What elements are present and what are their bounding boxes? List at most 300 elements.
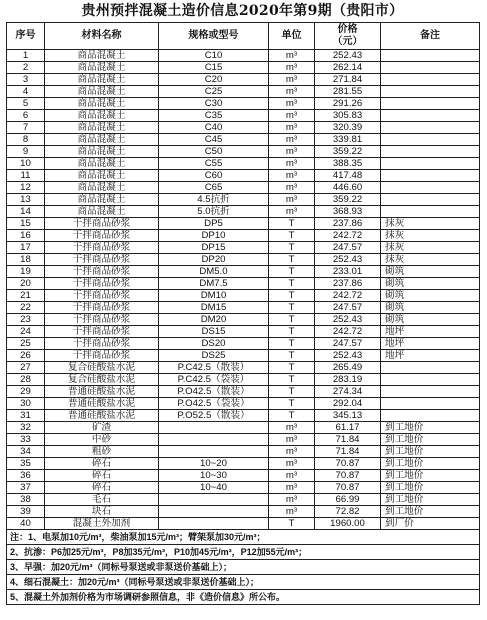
- table-row: [7, 470, 480, 482]
- cell-price: 368.93: [315, 206, 381, 218]
- header-spec: 规格或型号: [159, 23, 269, 50]
- cell-spec: DS15: [159, 326, 269, 338]
- table-row: [7, 254, 480, 266]
- cell-material-name: 干拌商品砂浆: [45, 230, 159, 242]
- cell-spec: C65: [159, 182, 269, 194]
- header-unit: 单位: [269, 23, 315, 50]
- cell-material-name: 碎石: [45, 458, 159, 470]
- cell-price: 61.17: [315, 422, 381, 434]
- cell-unit: m³: [269, 158, 315, 170]
- cell-spec: DM7.5: [159, 278, 269, 290]
- cell-price: 70.87: [315, 482, 381, 494]
- cell-material-name: 干拌商品砂浆: [45, 266, 159, 278]
- cell-material-name: 干拌商品砂浆: [45, 314, 159, 326]
- cell-material-name: 商品混凝土: [45, 194, 159, 206]
- cell-unit: T: [269, 362, 315, 374]
- cell-price: 237.86: [315, 218, 381, 230]
- cell-price: 345.13: [315, 410, 381, 422]
- cell-unit: m³: [269, 482, 315, 494]
- table-row: [7, 62, 480, 74]
- cell-spec: C15: [159, 62, 269, 74]
- cell-no: 25: [7, 338, 45, 350]
- cell-no: 4: [7, 86, 45, 98]
- cell-no: 10: [7, 158, 45, 170]
- cell-unit: T: [269, 218, 315, 230]
- cell-unit: T: [269, 266, 315, 278]
- table-row: [7, 98, 480, 110]
- cell-no: 11: [7, 170, 45, 182]
- cell-no: 31: [7, 410, 45, 422]
- cell-price: 252.43: [315, 314, 381, 326]
- cell-material-name: 干拌商品砂浆: [45, 242, 159, 254]
- cell-material-name: 商品混凝土: [45, 98, 159, 110]
- cell-note: 砌筑: [381, 302, 480, 314]
- cell-note: 抹灰: [381, 218, 480, 230]
- cell-note: 到工地价: [381, 434, 480, 446]
- cell-note: [381, 194, 480, 206]
- cell-material-name: 商品混凝土: [45, 122, 159, 134]
- cell-note: [381, 398, 480, 410]
- cell-no: 18: [7, 254, 45, 266]
- cell-unit: T: [269, 314, 315, 326]
- cell-material-name: 碎石: [45, 470, 159, 482]
- cell-note: [381, 374, 480, 386]
- table-row: [7, 482, 480, 494]
- table-row: [7, 350, 480, 362]
- cell-note: 到工地价: [381, 506, 480, 518]
- cell-note: 地坪: [381, 350, 480, 362]
- cell-note: 到工地价: [381, 482, 480, 494]
- cell-price: 281.55: [315, 86, 381, 98]
- cell-material-name: 复合硅酸盐水泥: [45, 362, 159, 374]
- cell-no: 37: [7, 482, 45, 494]
- cell-no: 34: [7, 446, 45, 458]
- header-price-line1: 价格: [337, 24, 358, 35]
- cell-no: 12: [7, 182, 45, 194]
- cell-material-name: 中砂: [45, 434, 159, 446]
- note-row: [7, 590, 480, 605]
- cell-unit: m³: [269, 50, 315, 62]
- cell-unit: T: [269, 230, 315, 242]
- cell-price: 252.43: [315, 254, 381, 266]
- cell-price: 305.83: [315, 110, 381, 122]
- cell-note: [381, 50, 480, 62]
- cell-note: 到工地价: [381, 458, 480, 470]
- cell-no: 7: [7, 122, 45, 134]
- cell-spec: C40: [159, 122, 269, 134]
- cell-no: 36: [7, 470, 45, 482]
- cell-spec: 5.0抗折: [159, 206, 269, 218]
- cell-price: 320.39: [315, 122, 381, 134]
- header-price-line2: （元）: [332, 36, 363, 47]
- cell-no: 38: [7, 494, 45, 506]
- cell-spec: DM20: [159, 314, 269, 326]
- table-row: [7, 206, 480, 218]
- cell-material-name: 干拌商品砂浆: [45, 302, 159, 314]
- cell-spec: C55: [159, 158, 269, 170]
- cell-spec: [159, 506, 269, 518]
- cell-spec: P.O52.5（散装）: [159, 410, 269, 422]
- cell-price: 359.22: [315, 146, 381, 158]
- cell-spec: 10~40: [159, 482, 269, 494]
- cell-unit: T: [269, 350, 315, 362]
- cell-unit: m³: [269, 182, 315, 194]
- cell-price: 271.84: [315, 74, 381, 86]
- table-row: [7, 218, 480, 230]
- cell-spec: 10~30: [159, 470, 269, 482]
- cell-price: 417.48: [315, 170, 381, 182]
- cell-material-name: 商品混凝土: [45, 158, 159, 170]
- cell-no: 24: [7, 326, 45, 338]
- cell-note: 到厂价: [381, 518, 480, 530]
- note-text: 2、抗渗：P6加25元/m³，P8加35元/m³，P10加45元/m³，P12加55元/m³；: [7, 545, 480, 560]
- table-row: [7, 422, 480, 434]
- cell-note: [381, 182, 480, 194]
- cell-spec: [159, 446, 269, 458]
- cell-material-name: 普通硅酸盐水泥: [45, 410, 159, 422]
- note-row: [7, 575, 480, 590]
- cell-material-name: 商品混凝土: [45, 62, 159, 74]
- cell-spec: DS25: [159, 350, 269, 362]
- note-row: [7, 545, 480, 560]
- cell-no: 21: [7, 290, 45, 302]
- cell-no: 35: [7, 458, 45, 470]
- cell-spec: DP5: [159, 218, 269, 230]
- cell-spec: DS20: [159, 338, 269, 350]
- table-row: [7, 446, 480, 458]
- table-row: [7, 74, 480, 86]
- cell-unit: T: [269, 338, 315, 350]
- cell-spec: [159, 518, 269, 530]
- cell-material-name: 矿渣: [45, 422, 159, 434]
- note-text: 5、混凝土外加剂价格为市场调研参照信息，非《造价信息》所公布。: [7, 590, 480, 605]
- cell-no: 8: [7, 134, 45, 146]
- cell-no: 39: [7, 506, 45, 518]
- cell-spec: DP10: [159, 230, 269, 242]
- cell-unit: m³: [269, 122, 315, 134]
- cell-note: 到工地价: [381, 470, 480, 482]
- cell-price: 72.82: [315, 506, 381, 518]
- table-row: [7, 434, 480, 446]
- cell-price: 252.43: [315, 350, 381, 362]
- cell-note: [381, 206, 480, 218]
- table-row: [7, 242, 480, 254]
- cell-material-name: 商品混凝土: [45, 86, 159, 98]
- page-title: 贵州预拌混凝土造价信息2020年第9期（贵阳市）: [81, 3, 404, 19]
- cell-note: [381, 86, 480, 98]
- cell-note: [381, 146, 480, 158]
- cell-note: 砌筑: [381, 314, 480, 326]
- cell-price: 242.72: [315, 326, 381, 338]
- cell-note: [381, 158, 480, 170]
- cell-material-name: 干拌商品砂浆: [45, 350, 159, 362]
- cell-no: 33: [7, 434, 45, 446]
- cell-price: 292.04: [315, 398, 381, 410]
- cell-material-name: 商品混凝土: [45, 110, 159, 122]
- cell-unit: T: [269, 290, 315, 302]
- cell-spec: 10~20: [159, 458, 269, 470]
- cell-no: 22: [7, 302, 45, 314]
- cell-no: 30: [7, 398, 45, 410]
- cell-note: 抹灰: [381, 230, 480, 242]
- price-sheet: [6, 0, 479, 605]
- table-row: [7, 278, 480, 290]
- table-row: [7, 230, 480, 242]
- cell-note: [381, 122, 480, 134]
- cell-price: 247.57: [315, 302, 381, 314]
- cell-spec: [159, 494, 269, 506]
- cell-unit: m³: [269, 146, 315, 158]
- cell-material-name: 商品混凝土: [45, 134, 159, 146]
- table-row: [7, 398, 480, 410]
- table-row: [7, 134, 480, 146]
- table-row: [7, 170, 480, 182]
- table-row: [7, 494, 480, 506]
- cell-spec: P.O42.5（散装）: [159, 386, 269, 398]
- cell-spec: C10: [159, 50, 269, 62]
- cell-note: [381, 110, 480, 122]
- cell-material-name: 干拌商品砂浆: [45, 278, 159, 290]
- table-row: [7, 410, 480, 422]
- cell-material-name: 干拌商品砂浆: [45, 218, 159, 230]
- table-row: [7, 362, 480, 374]
- cell-unit: m³: [269, 74, 315, 86]
- cell-no: 23: [7, 314, 45, 326]
- table-row: [7, 458, 480, 470]
- table-row: [7, 158, 480, 170]
- cell-unit: T: [269, 254, 315, 266]
- cell-unit: m³: [269, 170, 315, 182]
- cell-price: 446.60: [315, 182, 381, 194]
- table-row: [7, 182, 480, 194]
- cell-note: [381, 134, 480, 146]
- cell-unit: T: [269, 242, 315, 254]
- cell-unit: T: [269, 326, 315, 338]
- cell-spec: C25: [159, 86, 269, 98]
- cell-unit: m³: [269, 506, 315, 518]
- cell-price: 71.84: [315, 446, 381, 458]
- cell-material-name: 碎石: [45, 482, 159, 494]
- cell-unit: m³: [269, 62, 315, 74]
- cell-material-name: 粗砂: [45, 446, 159, 458]
- cell-spec: C45: [159, 134, 269, 146]
- cell-material-name: 干拌商品砂浆: [45, 326, 159, 338]
- note-text: 注：1、电泵加10元/m³，柴油泵加15元/m³；臂架泵加30元/m³；: [7, 530, 480, 545]
- cell-note: 抹灰: [381, 242, 480, 254]
- cell-unit: m³: [269, 98, 315, 110]
- cell-material-name: 干拌商品砂浆: [45, 338, 159, 350]
- cell-spec: DP15: [159, 242, 269, 254]
- cell-price: 359.22: [315, 194, 381, 206]
- cell-no: 1: [7, 50, 45, 62]
- cell-no: 32: [7, 422, 45, 434]
- cell-price: 233.01: [315, 266, 381, 278]
- cell-note: 到工地价: [381, 494, 480, 506]
- cell-spec: 4.5抗折: [159, 194, 269, 206]
- cell-price: 66.99: [315, 494, 381, 506]
- table-row: [7, 110, 480, 122]
- table-row: [7, 302, 480, 314]
- cell-unit: T: [269, 410, 315, 422]
- cell-unit: m³: [269, 194, 315, 206]
- cell-price: 70.87: [315, 470, 381, 482]
- cell-material-name: 干拌商品砂浆: [45, 254, 159, 266]
- cell-note: 到工地价: [381, 446, 480, 458]
- cell-material-name: 商品混凝土: [45, 50, 159, 62]
- cell-material-name: 普通硅酸盐水泥: [45, 386, 159, 398]
- header-no: 序号: [7, 23, 45, 50]
- cell-price: 247.57: [315, 338, 381, 350]
- note-text: 4、细石混凝土：加20元/m³（同标号泵送或非泵送价基础上）；: [7, 575, 480, 590]
- table-row: [7, 506, 480, 518]
- cell-note: 砌筑: [381, 290, 480, 302]
- note-text: 3、早强：加20元/m³（同标号泵送或非泵送价基础上）；: [7, 560, 480, 575]
- cell-price: 265.49: [315, 362, 381, 374]
- cell-note: 抹灰: [381, 254, 480, 266]
- cell-spec: C30: [159, 98, 269, 110]
- header-note: 备注: [381, 23, 480, 50]
- table-row: [7, 50, 480, 62]
- cell-spec: P.C42.5（散装）: [159, 362, 269, 374]
- cell-no: 2: [7, 62, 45, 74]
- cell-no: 20: [7, 278, 45, 290]
- cell-material-name: 普通硅酸盐水泥: [45, 398, 159, 410]
- cell-unit: T: [269, 518, 315, 530]
- table-row: [7, 338, 480, 350]
- cell-spec: C20: [159, 74, 269, 86]
- cell-material-name: 复合硅酸盐水泥: [45, 374, 159, 386]
- cell-unit: T: [269, 398, 315, 410]
- cell-price: 252.43: [315, 50, 381, 62]
- table-row: [7, 518, 480, 530]
- cell-price: 339.81: [315, 134, 381, 146]
- cell-note: 到工地价: [381, 422, 480, 434]
- cell-unit: T: [269, 278, 315, 290]
- cell-note: [381, 170, 480, 182]
- cell-note: [381, 410, 480, 422]
- cell-note: [381, 74, 480, 86]
- header-name: 材料名称: [45, 23, 159, 50]
- cell-spec: C60: [159, 170, 269, 182]
- cell-price: 242.72: [315, 230, 381, 242]
- cell-spec: [159, 422, 269, 434]
- cell-spec: P.O42.5（袋装）: [159, 398, 269, 410]
- cell-note: [381, 362, 480, 374]
- cell-note: [381, 386, 480, 398]
- cell-spec: DP20: [159, 254, 269, 266]
- cell-no: 15: [7, 218, 45, 230]
- cell-material-name: 商品混凝土: [45, 146, 159, 158]
- cell-unit: m³: [269, 470, 315, 482]
- table-row: [7, 386, 480, 398]
- table-header-row: [7, 23, 480, 50]
- cell-price: 237.86: [315, 278, 381, 290]
- cell-no: 16: [7, 230, 45, 242]
- cell-price: 1960.00: [315, 518, 381, 530]
- cell-material-name: 干拌商品砂浆: [45, 290, 159, 302]
- cell-note: [381, 62, 480, 74]
- cell-note: [381, 98, 480, 110]
- cell-note: 砌筑: [381, 266, 480, 278]
- cell-price: 283.19: [315, 374, 381, 386]
- cell-no: 26: [7, 350, 45, 362]
- cell-material-name: 商品混凝土: [45, 170, 159, 182]
- table-row: [7, 326, 480, 338]
- cell-spec: [159, 434, 269, 446]
- table-row: [7, 86, 480, 98]
- cell-price: 242.72: [315, 290, 381, 302]
- cell-note: 地坪: [381, 326, 480, 338]
- cell-spec: C50: [159, 146, 269, 158]
- cell-unit: m³: [269, 110, 315, 122]
- cell-price: 262.14: [315, 62, 381, 74]
- cell-spec: P.C42.5（袋装）: [159, 374, 269, 386]
- notes-section: [7, 530, 480, 605]
- cell-price: 388.35: [315, 158, 381, 170]
- cell-unit: m³: [269, 458, 315, 470]
- cell-unit: T: [269, 302, 315, 314]
- header-price: [315, 23, 381, 50]
- cell-material-name: 毛石: [45, 494, 159, 506]
- cell-note: 地坪: [381, 338, 480, 350]
- cell-unit: m³: [269, 494, 315, 506]
- cell-no: 6: [7, 110, 45, 122]
- cell-unit: T: [269, 386, 315, 398]
- cell-price: 274.34: [315, 386, 381, 398]
- table-row: [7, 122, 480, 134]
- table-row: [7, 146, 480, 158]
- cell-material-name: 商品混凝土: [45, 182, 159, 194]
- cell-unit: m³: [269, 206, 315, 218]
- table-row: [7, 194, 480, 206]
- cell-no: 40: [7, 518, 45, 530]
- note-row: [7, 560, 480, 575]
- cell-price: 71.84: [315, 434, 381, 446]
- cell-unit: m³: [269, 86, 315, 98]
- cell-unit: m³: [269, 422, 315, 434]
- cell-no: 3: [7, 74, 45, 86]
- cell-no: 5: [7, 98, 45, 110]
- note-row: [7, 530, 480, 545]
- cell-spec: C35: [159, 110, 269, 122]
- cell-spec: DM10: [159, 290, 269, 302]
- table-row: [7, 374, 480, 386]
- cell-no: 17: [7, 242, 45, 254]
- cell-spec: DM5.0: [159, 266, 269, 278]
- table-row: [7, 290, 480, 302]
- table-row: [7, 266, 480, 278]
- cell-no: 28: [7, 374, 45, 386]
- table-row: [7, 314, 480, 326]
- cell-material-name: 商品混凝土: [45, 74, 159, 86]
- cell-unit: m³: [269, 134, 315, 146]
- cell-material-name: 混凝土外加剂: [45, 518, 159, 530]
- cell-spec: DM15: [159, 302, 269, 314]
- price-table: [6, 22, 480, 605]
- cell-price: 291.26: [315, 98, 381, 110]
- table-body: [7, 50, 480, 530]
- cell-no: 27: [7, 362, 45, 374]
- cell-material-name: 商品混凝土: [45, 206, 159, 218]
- cell-no: 13: [7, 194, 45, 206]
- cell-unit: T: [269, 374, 315, 386]
- cell-price: 70.87: [315, 458, 381, 470]
- cell-material-name: 块石: [45, 506, 159, 518]
- cell-unit: m³: [269, 446, 315, 458]
- cell-no: 29: [7, 386, 45, 398]
- cell-no: 19: [7, 266, 45, 278]
- cell-note: 砌筑: [381, 278, 480, 290]
